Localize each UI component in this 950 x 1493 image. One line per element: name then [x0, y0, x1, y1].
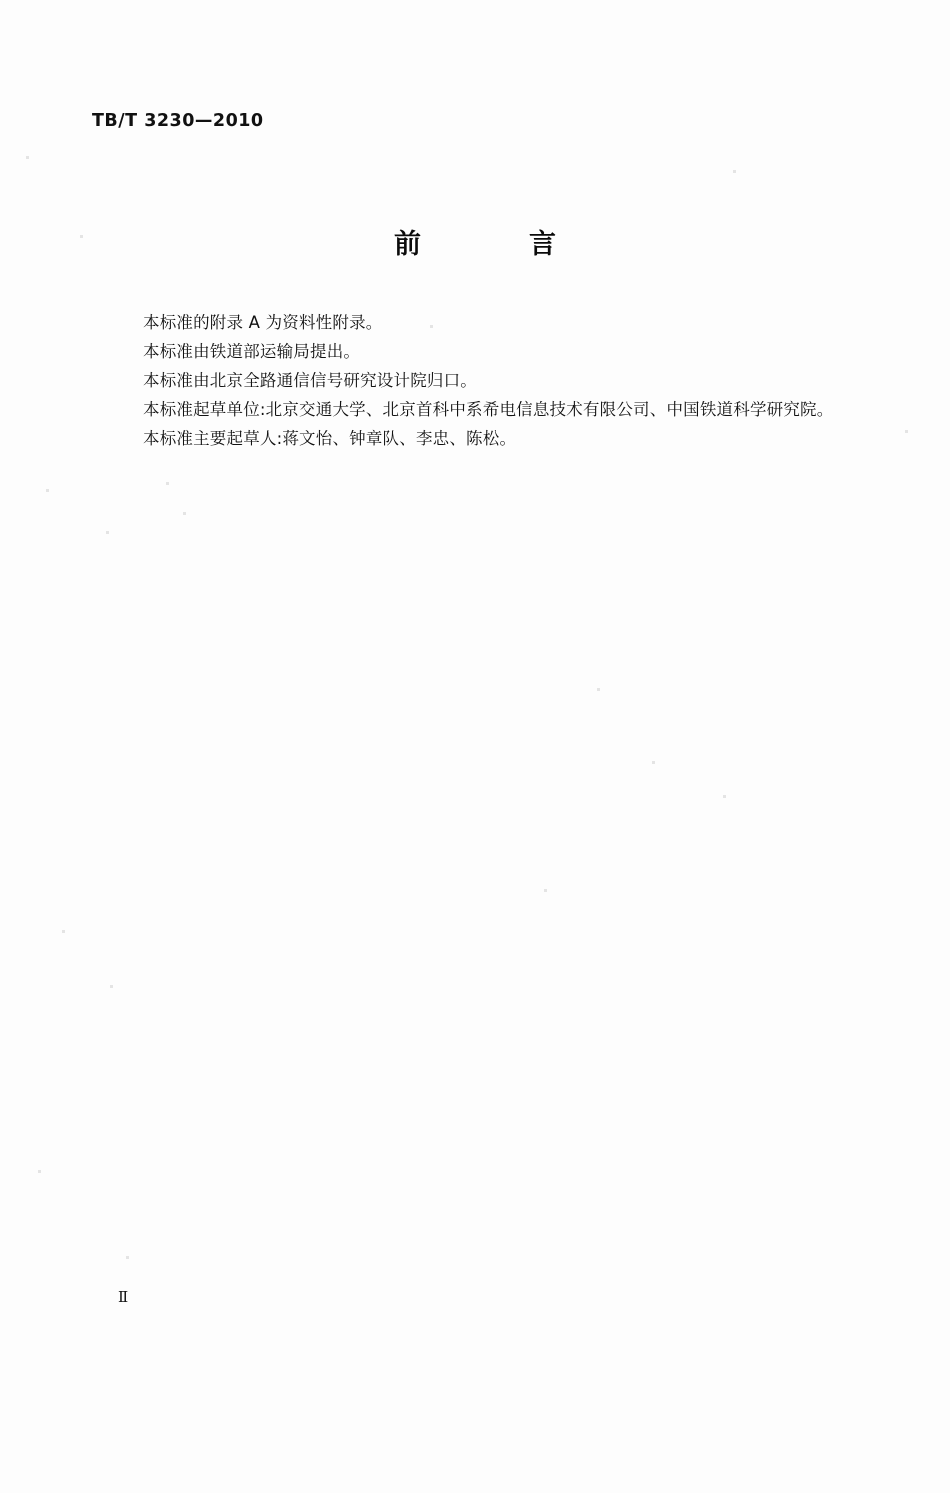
scan-speckle	[183, 512, 186, 515]
scan-speckle	[905, 430, 908, 433]
foreword-body	[143, 308, 873, 453]
foreword-paragraph: 本标准由北京全路通信信号研究设计院归口。	[143, 371, 477, 390]
page-number: Ⅱ	[118, 1288, 129, 1306]
scan-speckle	[652, 761, 655, 764]
scan-speckle	[26, 156, 29, 159]
scan-speckle	[106, 531, 109, 534]
scan-speckle	[723, 795, 726, 798]
standard-code-header: TB/T 3230—2010	[92, 111, 264, 131]
scan-speckle	[38, 1170, 41, 1173]
page-title: 前 言	[394, 229, 574, 260]
foreword-paragraph: 本标准主要起草人:蒋文怡、钟章队、李忠、陈松。	[143, 429, 517, 448]
scan-speckle	[126, 1256, 129, 1259]
scan-speckle	[46, 489, 49, 492]
scan-speckle	[544, 889, 547, 892]
foreword-paragraph: 本标准的附录 A 为资料性附录。	[143, 313, 383, 332]
scan-speckle	[62, 930, 65, 933]
scan-speckle	[110, 985, 113, 988]
foreword-paragraph: 本标准由铁道部运输局提出。	[143, 342, 361, 361]
scan-speckle	[597, 688, 600, 691]
foreword-paragraph: 本标准起草单位:北京交通大学、北京首科中系希电信息技术有限公司、中国铁道科学研究院。	[143, 400, 834, 419]
scan-speckle	[733, 170, 736, 173]
scan-speckle	[166, 482, 169, 485]
